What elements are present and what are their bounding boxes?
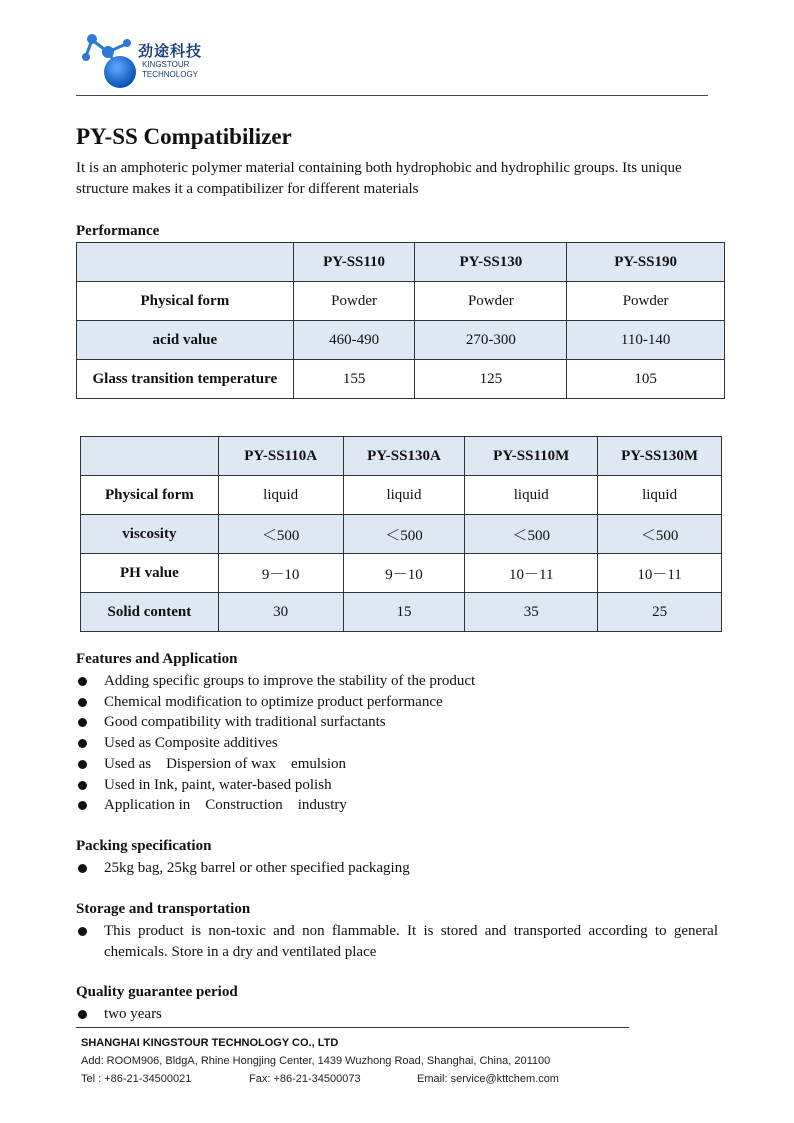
logo-english-line2: TECHNOLOGY xyxy=(142,70,199,79)
row-label-cell: Solid content xyxy=(81,593,219,632)
list-item: 25kg bag, 25kg barrel or other specified packaging xyxy=(76,858,716,879)
list-item: two years xyxy=(76,1004,716,1025)
row-label-cell: Glass transition temperature xyxy=(77,360,294,399)
packing-list xyxy=(76,858,716,879)
logo-bubbles-icon xyxy=(80,30,140,92)
list-item: Chemical modification to optimize product performance xyxy=(76,692,716,713)
quality-list xyxy=(76,1004,716,1025)
row-label-cell: Physical form xyxy=(77,282,294,321)
table-cell: 15 xyxy=(343,593,465,632)
logo-english-line1: KINGSTOUR xyxy=(142,60,190,69)
table-cell xyxy=(77,243,294,282)
table-header-cell: PY-SS130A xyxy=(343,437,465,476)
table-cell: 105 xyxy=(567,360,725,399)
table-cell: 155 xyxy=(293,360,415,399)
table-cell: 9－10 xyxy=(343,554,465,593)
table-header-cell: PY-SS110 xyxy=(293,243,415,282)
table-cell: 9－10 xyxy=(218,554,343,593)
row-label-cell: acid value xyxy=(77,321,294,360)
storage-list xyxy=(76,921,718,962)
table-row xyxy=(81,515,722,554)
list-item: Used in Ink, paint, water-based polish xyxy=(76,775,716,796)
footer-company: SHANGHAI KINGSTOUR TECHNOLOGY CO., LTD xyxy=(81,1037,339,1049)
table-row xyxy=(81,593,722,632)
row-label-cell: Physical form xyxy=(81,476,219,515)
table-header-row xyxy=(77,243,725,282)
table-cell xyxy=(81,437,219,476)
list-item: Adding specific groups to improve the stability of the product xyxy=(76,671,716,692)
row-label-cell: PH value xyxy=(81,554,219,593)
footer-tel: Tel : +86-21-34500021 xyxy=(81,1073,192,1085)
table-row xyxy=(77,282,725,321)
table-cell: 25 xyxy=(598,593,722,632)
table-header-cell: PY-SS130 xyxy=(415,243,567,282)
quality-title: Quality guarantee period xyxy=(76,984,238,1000)
list-item: Good compatibility with traditional surfactants xyxy=(76,712,716,733)
packing-title: Packing specification xyxy=(76,838,212,854)
intro-paragraph: It is an amphoteric polymer material containing both hydrophobic and hydrophilic groups. Its unique structure makes it a compatibilizer for different materials xyxy=(76,160,682,197)
table-header-cell: PY-SS110M xyxy=(465,437,598,476)
features-title: Features and Application xyxy=(76,651,238,667)
list-item: This product is non-toxic and non flammable. It is stored and transported according to general chemicals. Store in a dry and ventilated place xyxy=(76,921,718,962)
row-label-cell: viscosity xyxy=(81,515,219,554)
table-cell: Powder xyxy=(567,282,725,321)
performance-table-liquid xyxy=(80,436,722,632)
table-cell: 125 xyxy=(415,360,567,399)
table-header-row xyxy=(81,437,722,476)
footer-divider xyxy=(76,1027,629,1028)
table-cell: liquid xyxy=(465,476,598,515)
table-cell: liquid xyxy=(343,476,465,515)
performance-label: Performance xyxy=(76,223,160,239)
list-item: Used as Composite additives xyxy=(76,733,716,754)
table-header-cell: PY-SS190 xyxy=(567,243,725,282)
table-cell: Powder xyxy=(415,282,567,321)
table-cell: 10－11 xyxy=(598,554,722,593)
table-header-cell: PY-SS110A xyxy=(218,437,343,476)
table-cell: ＜500 xyxy=(218,515,343,554)
table-cell: 460-490 xyxy=(293,321,415,360)
table-cell: 110-140 xyxy=(567,321,725,360)
table-cell: ＜500 xyxy=(465,515,598,554)
table-row xyxy=(77,360,725,399)
table-cell: Powder xyxy=(293,282,415,321)
list-item: Application in Construction industry xyxy=(76,795,716,816)
table-cell: 30 xyxy=(218,593,343,632)
footer-email[interactable]: Email: service@kttchem.com xyxy=(417,1073,559,1085)
table-cell: ＜500 xyxy=(343,515,465,554)
company-logo xyxy=(80,30,220,92)
table-cell: liquid xyxy=(598,476,722,515)
header-divider xyxy=(76,95,708,96)
storage-title: Storage and transportation xyxy=(76,901,251,917)
table-cell: 270-300 xyxy=(415,321,567,360)
footer-address: Add: ROOM906, BldgA, Rhine Hongjing Center, 1439 Wuzhong Road, Shanghai, China, 201100 xyxy=(81,1055,551,1067)
table-cell: 10－11 xyxy=(465,554,598,593)
table-cell: liquid xyxy=(218,476,343,515)
performance-table-powder xyxy=(76,242,725,399)
logo-chinese-text: 劲途科技 xyxy=(138,42,203,60)
table-row xyxy=(81,476,722,515)
table-row xyxy=(77,321,725,360)
table-cell: ＜500 xyxy=(598,515,722,554)
page-title: PY-SS Compatibilizer xyxy=(76,124,292,149)
list-item: Used as Dispersion of wax emulsion xyxy=(76,754,716,775)
table-cell: 35 xyxy=(465,593,598,632)
features-list xyxy=(76,671,716,816)
footer-fax: Fax: +86-21-34500073 xyxy=(249,1073,361,1085)
table-row xyxy=(81,554,722,593)
table-header-cell: PY-SS130M xyxy=(598,437,722,476)
